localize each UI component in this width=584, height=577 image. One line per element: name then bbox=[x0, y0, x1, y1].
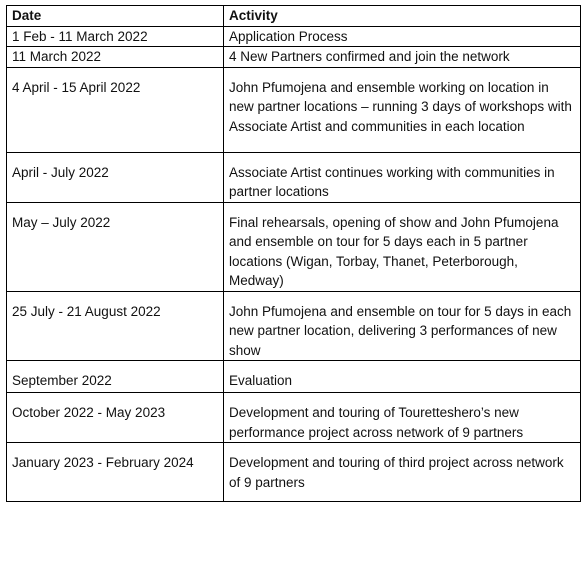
activity-cell: John Pfumojena and ensemble on tour for 5 days in each new partner location, delivering 3 performances of new show bbox=[224, 291, 581, 361]
date-cell: January 2023 - February 2024 bbox=[7, 443, 224, 502]
table-header-row bbox=[7, 6, 581, 27]
date-cell: April - July 2022 bbox=[7, 152, 224, 202]
date-cell: 11 March 2022 bbox=[7, 47, 224, 68]
schedule-table bbox=[6, 5, 581, 502]
date-cell: 25 July - 21 August 2022 bbox=[7, 291, 224, 361]
activity-column-header: Activity bbox=[224, 6, 581, 27]
table-row bbox=[7, 393, 581, 443]
activity-cell: 4 New Partners confirmed and join the network bbox=[224, 47, 581, 68]
date-cell: May – July 2022 bbox=[7, 202, 224, 291]
table-row bbox=[7, 152, 581, 202]
table-row bbox=[7, 26, 581, 47]
date-cell: 1 Feb - 11 March 2022 bbox=[7, 26, 224, 47]
activity-cell: Final rehearsals, opening of show and John Pfumojena and ensemble on tour for 5 days each in 5 partner locations (Wigan, Torbay, Thanet, Peterborough, Medway) bbox=[224, 202, 581, 291]
activity-cell: John Pfumojena and ensemble working on location in new partner locations – running 3 days of workshops with Associate Artist and communities in each location bbox=[224, 67, 581, 152]
activity-cell: Development and touring of Touretteshero’s new performance project across network of 9 partners bbox=[224, 393, 581, 443]
table-row bbox=[7, 47, 581, 68]
table-row bbox=[7, 291, 581, 361]
activity-cell: Evaluation bbox=[224, 361, 581, 393]
activity-cell: Associate Artist continues working with communities in partner locations bbox=[224, 152, 581, 202]
table-row bbox=[7, 361, 581, 393]
date-column-header: Date bbox=[7, 6, 224, 27]
activity-cell: Development and touring of third project across network of 9 partners bbox=[224, 443, 581, 502]
table-row bbox=[7, 443, 581, 502]
date-cell: October 2022 - May 2023 bbox=[7, 393, 224, 443]
table-row bbox=[7, 202, 581, 291]
table-row bbox=[7, 67, 581, 152]
date-cell: 4 April - 15 April 2022 bbox=[7, 67, 224, 152]
date-cell: September 2022 bbox=[7, 361, 224, 393]
activity-cell: Application Process bbox=[224, 26, 581, 47]
